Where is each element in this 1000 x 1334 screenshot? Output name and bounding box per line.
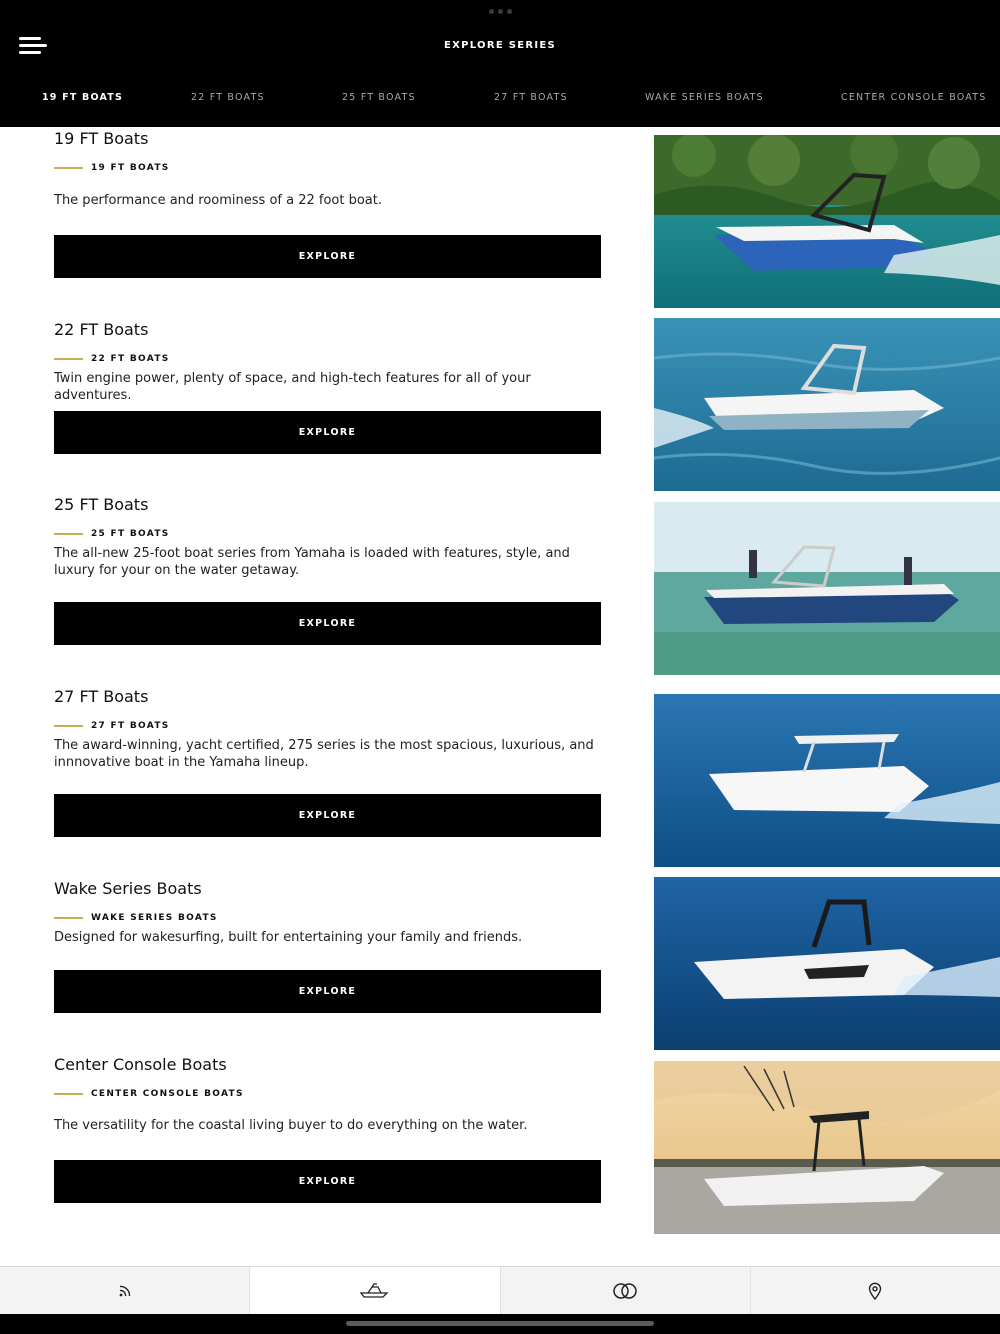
boat-icon	[359, 1282, 391, 1300]
tab-22-ft-boats[interactable]: 22 FT BOATS	[191, 92, 265, 103]
explore-button[interactable]: EXPLORE	[54, 602, 601, 645]
boat-image-19-ft[interactable]	[654, 135, 1000, 308]
boat-image-25-ft[interactable]	[654, 502, 1000, 675]
series-subtitle: 27 FT BOATS	[91, 721, 170, 731]
series-description: The performance and roominess of a 22 foot boat.	[54, 193, 382, 208]
series-description: The versatility for the coastal living buyer to do everything on the water.	[54, 1118, 528, 1133]
series-description: The all-new 25-foot boat series from Yamaha is loaded with features, style, and luxury for your on the water getaway.	[54, 546, 570, 578]
explore-button[interactable]: EXPLORE	[54, 794, 601, 837]
tab-rings[interactable]	[501, 1267, 751, 1314]
gold-divider	[54, 917, 83, 919]
boat-image-wake-series[interactable]	[654, 877, 1000, 1050]
boat-photo	[654, 694, 1000, 867]
series-title: Wake Series Boats	[54, 879, 202, 898]
series-subtitle: WAKE SERIES BOATS	[91, 913, 218, 923]
page-title: EXPLORE SERIES	[443, 40, 557, 51]
tab-19-ft-boats[interactable]: 19 FT BOATS	[42, 92, 124, 103]
gold-divider	[54, 725, 83, 727]
explore-button[interactable]: EXPLORE	[54, 235, 601, 278]
series-subtitle-row	[54, 720, 170, 732]
home-indicator[interactable]	[346, 1321, 654, 1326]
tab-25-ft-boats[interactable]: 25 FT BOATS	[342, 92, 416, 103]
series-subtitle-row	[54, 353, 170, 365]
explore-button[interactable]: EXPLORE	[54, 411, 601, 454]
boat-photo	[654, 135, 1000, 308]
series-description: Designed for wakesurfing, built for entertaining your family and friends.	[54, 930, 523, 945]
bottom-tab-bar	[0, 1266, 1000, 1314]
series-description: Twin engine power, plenty of space, and high-tech features for all of your adventures.	[54, 371, 531, 403]
boat-image-27-ft[interactable]	[654, 694, 1000, 867]
boat-image-22-ft[interactable]	[654, 318, 1000, 491]
series-description: The award-winning, yacht certified, 275 series is the most spacious, luxurious, and innnovative boat in the Yamaha lineup.	[54, 738, 594, 770]
boat-image-center-console[interactable]	[654, 1061, 1000, 1234]
multitask-dots-icon[interactable]	[489, 9, 513, 15]
gold-divider	[54, 533, 83, 535]
series-title: 27 FT Boats	[54, 687, 149, 706]
series-subtitle-row	[54, 912, 218, 924]
series-subtitle: 19 FT BOATS	[91, 163, 170, 173]
series-subtitle: 22 FT BOATS	[91, 354, 170, 364]
boat-photo	[654, 1061, 1000, 1234]
tab-boats[interactable]	[250, 1267, 500, 1314]
tab-locations[interactable]	[751, 1267, 1000, 1314]
series-subtitle-row	[54, 528, 170, 540]
gold-divider	[54, 358, 83, 360]
gold-divider	[54, 167, 83, 169]
tab-feed[interactable]	[0, 1267, 250, 1314]
series-subtitle: 25 FT BOATS	[91, 529, 170, 539]
explore-button[interactable]: EXPLORE	[54, 1160, 601, 1203]
tab-center-console-boats[interactable]: CENTER CONSOLE BOATS	[841, 92, 987, 103]
series-subtitle: CENTER CONSOLE BOATS	[91, 1089, 244, 1099]
series-subtitle-row	[54, 1088, 244, 1100]
rss-feed-icon	[117, 1283, 133, 1299]
top-header	[0, 0, 1000, 127]
series-title: Center Console Boats	[54, 1055, 227, 1074]
tab-27-ft-boats[interactable]: 27 FT BOATS	[494, 92, 568, 103]
gold-divider	[54, 1093, 83, 1095]
series-title: 25 FT Boats	[54, 495, 149, 514]
series-title: 22 FT Boats	[54, 320, 149, 339]
boat-photo	[654, 318, 1000, 491]
series-title: 19 FT Boats	[54, 129, 149, 148]
location-pin-icon	[867, 1282, 883, 1300]
boat-photo	[654, 502, 1000, 675]
explore-button[interactable]: EXPLORE	[54, 970, 601, 1013]
home-indicator-area	[0, 1314, 1000, 1334]
boat-photo	[654, 877, 1000, 1050]
series-tab-bar	[0, 92, 1000, 106]
series-subtitle-row	[54, 162, 170, 174]
tab-wake-series-boats[interactable]: WAKE SERIES BOATS	[645, 92, 764, 103]
interlocking-rings-icon	[612, 1282, 638, 1300]
